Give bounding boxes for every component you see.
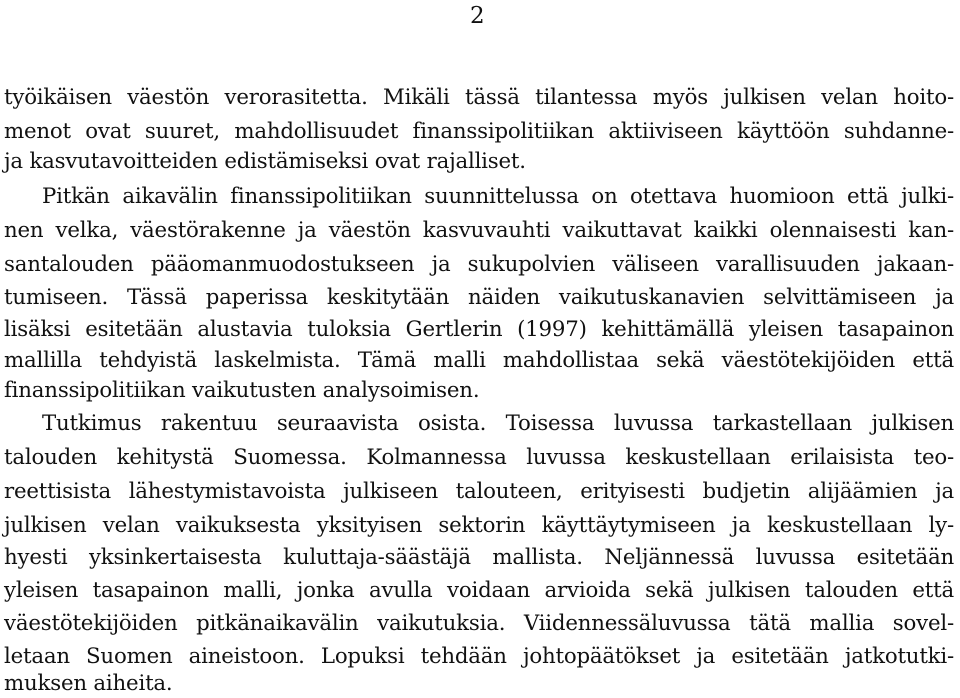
text-line-12: talouden kehitystä Suomessa. Kolmannessa luvussa keskustellaan erilaisista teo-: [4, 445, 954, 470]
text-line-7: tumiseen. Tässä paperissa keskitytään näiden vaikutuskanavien selvittämiseen ja: [4, 285, 954, 310]
text-line-10: finanssipolitiikan vaikutusten analysoimisen.: [4, 378, 480, 403]
text-line-14: julkisen velan vaikuksesta yksityisen sektorin käyttäytymiseen ja keskustellaan ly-: [4, 513, 954, 538]
text-line-11: Tutkimus rakentuu seuraavista osista. Toisessa luvussa tarkastellaan julkisen: [42, 411, 954, 436]
text-line-13: reettisista lähestymistavoista julkiseen talouteen, erityisesti budjetin alijäämien ja: [4, 479, 954, 504]
text-line-1: työikäisen väestön verorasitetta. Mikäli tässä tilantessa myös julkisen velan hoito-: [4, 85, 954, 110]
text-line-16: yleisen tasapainon malli, jonka avulla voidaan arvioida sekä julkisen talouden että: [4, 578, 954, 603]
text-line-2: menot ovat suuret, mahdollisuudet finanssipolitiikan aktiiviseen käyttöön suhdanne-: [4, 119, 954, 144]
text-line-15: hyesti yksinkertaisesta kuluttaja-säästäjä mallista. Neljännessä luvussa esitetään: [4, 545, 954, 570]
text-line-4: Pitkän aikavälin finanssipolitiikan suunnittelussa on otettava huomioon että julki-: [42, 184, 954, 209]
text-line-5: nen velka, väestörakenne ja väestön kasvuvauhti vaikuttavat kaikki olennaisesti kan-: [4, 218, 954, 243]
text-line-18: letaan Suomen aineistoon. Lopuksi tehdään johtopäätökset ja esitetään jatkotutki-: [4, 644, 954, 669]
text-line-6: santalouden pääomanmuodostukseen ja sukupolvien väliseen varallisuuden jakaan-: [4, 252, 954, 277]
text-line-19: muksen aiheita.: [4, 671, 173, 696]
page-number: 2: [470, 3, 485, 29]
text-line-17: väestötekijöiden pitkänaikavälin vaikutuksia. Viidennessäluvussa tätä mallia sovel-: [4, 611, 954, 636]
text-line-3: ja kasvutavoitteiden edistämiseksi ovat rajalliset.: [4, 149, 526, 174]
text-line-9: mallilla tehdyistä laskelmista. Tämä malli mahdollistaa sekä väestötekijöiden että: [4, 348, 954, 373]
text-line-8: lisäksi esitetään alustavia tuloksia Gertlerin (1997) kehittämällä yleisen tasapainon: [4, 317, 954, 342]
